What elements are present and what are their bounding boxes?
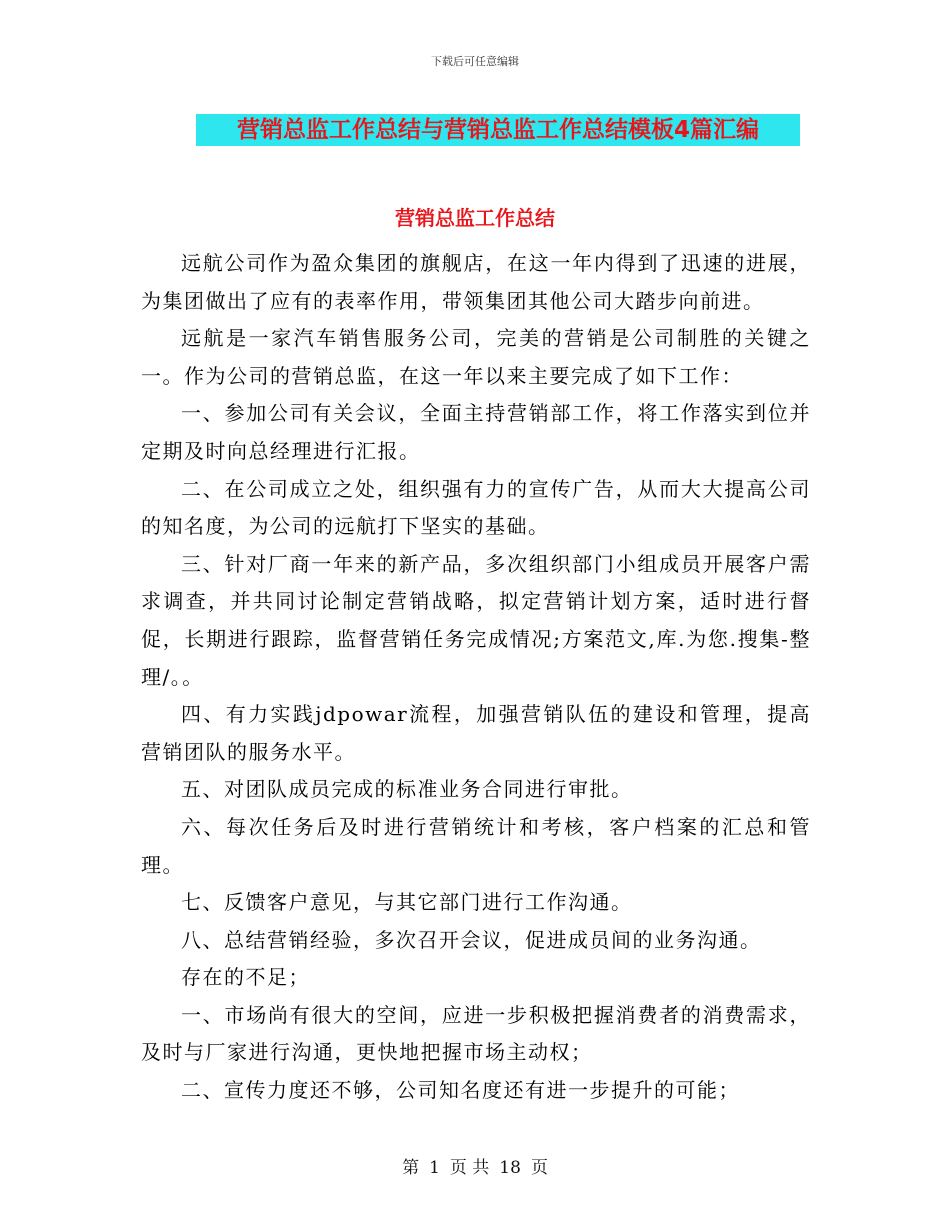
document-body	[141, 245, 811, 1110]
header-note: 下载后可任意编辑	[431, 55, 519, 68]
paragraph: 三、针对厂商一年来的新产品，多次组织部门小组成员开展客户需求调查，并共同讨论制定营销战略，拟定营销计划方案，适时进行督促，长期进行跟踪，监督营销任务完成情况;方案范文,库.为您.搜集-整理/。。	[141, 551, 811, 689]
paragraph: 八、总结营销经验，多次召开会议，促进成员间的业务沟通。	[181, 927, 762, 952]
document-title: 营销总监工作总结与营销总监工作总结模板4篇汇编	[196, 114, 800, 146]
paragraph: 远航是一家汽车销售服务公司，完美的营销是公司制胜的关键之一。作为公司的营销总监，在这一年以来主要完成了如下工作：	[141, 326, 811, 388]
footer-middle: 页 共	[449, 1158, 490, 1178]
page-number: 1	[429, 1158, 440, 1178]
paragraph: 一、市场尚有很大的空间，应进一步积极把握消费者的消费需求，及时与厂家进行沟通，更快地把握市场主动权；	[141, 1002, 811, 1065]
paragraph: 存在的不足；	[181, 965, 310, 990]
footer-prefix: 第	[402, 1158, 420, 1178]
paragraph: 四、有力实践jdpowar流程，加强营销队伍的建设和管理，提高营销团队的服务水平。	[141, 702, 811, 764]
paragraph: 二、宣传力度还不够，公司知名度还有进一步提升的可能；	[181, 1078, 740, 1103]
page-footer	[0, 1153, 950, 1178]
paragraph: 一、参加公司有关会议，全面主持营销部工作，将工作落实到位并定期及时向总经理进行汇报。	[141, 401, 811, 463]
section-title: 营销总监工作总结	[395, 206, 555, 230]
total-pages: 18	[499, 1158, 521, 1178]
paragraph: 五、对团队成员完成的标准业务合同进行审批。	[181, 777, 633, 802]
paragraph: 二、在公司成立之处，组织强有力的宣传广告，从而大大提高公司的知名度，为公司的远航打下坚实的基础。	[141, 476, 811, 539]
footer-suffix: 页	[530, 1158, 548, 1178]
paragraph: 六、每次任务后及时进行营销统计和考核，客户档案的汇总和管理。	[141, 814, 811, 877]
paragraph: 远航公司作为盈众集团的旗舰店，在这一年内得到了迅速的进展，为集团做出了应有的表率作用，带领集团其他公司大踏步向前进。	[141, 251, 811, 313]
paragraph: 七、反馈客户意见，与其它部门进行工作沟通。	[181, 890, 633, 915]
